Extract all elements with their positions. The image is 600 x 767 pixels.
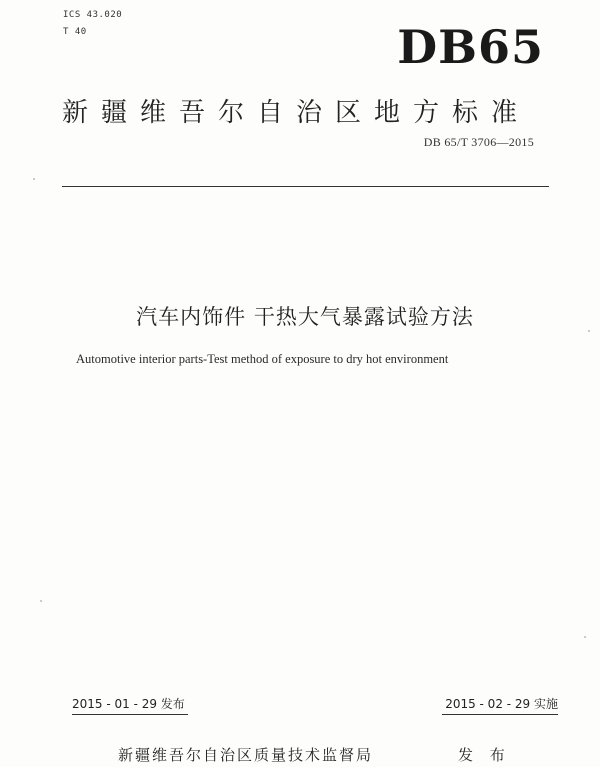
scan-speck	[588, 330, 590, 332]
implementation-date: 2015 - 02 - 29 实施	[442, 695, 558, 715]
document-title-chinese: 汽车内饰件 干热大气暴露试验方法	[136, 305, 474, 329]
scan-speck	[584, 636, 586, 638]
standard-number: DB 65/T 3706—2015	[423, 135, 534, 149]
scan-speck	[33, 178, 35, 180]
header-divider	[62, 186, 549, 187]
ics-code: ICS 43.020	[63, 10, 123, 20]
issuing-authority-suffix: 发 布	[458, 746, 511, 764]
issuing-authority: 新疆维吾尔自治区质量技术监督局	[118, 746, 374, 764]
ccs-code: T 40	[63, 27, 87, 37]
scan-speck	[40, 600, 42, 602]
issue-date: 2015 - 01 - 29 发布	[72, 695, 188, 715]
standard-code-logo: DB65	[397, 20, 544, 74]
standard-type-heading: 新疆维吾尔自治区地方标准	[62, 98, 531, 128]
document-title-english: Automotive interior parts-Test method of exposure to dry hot environment	[76, 352, 449, 366]
